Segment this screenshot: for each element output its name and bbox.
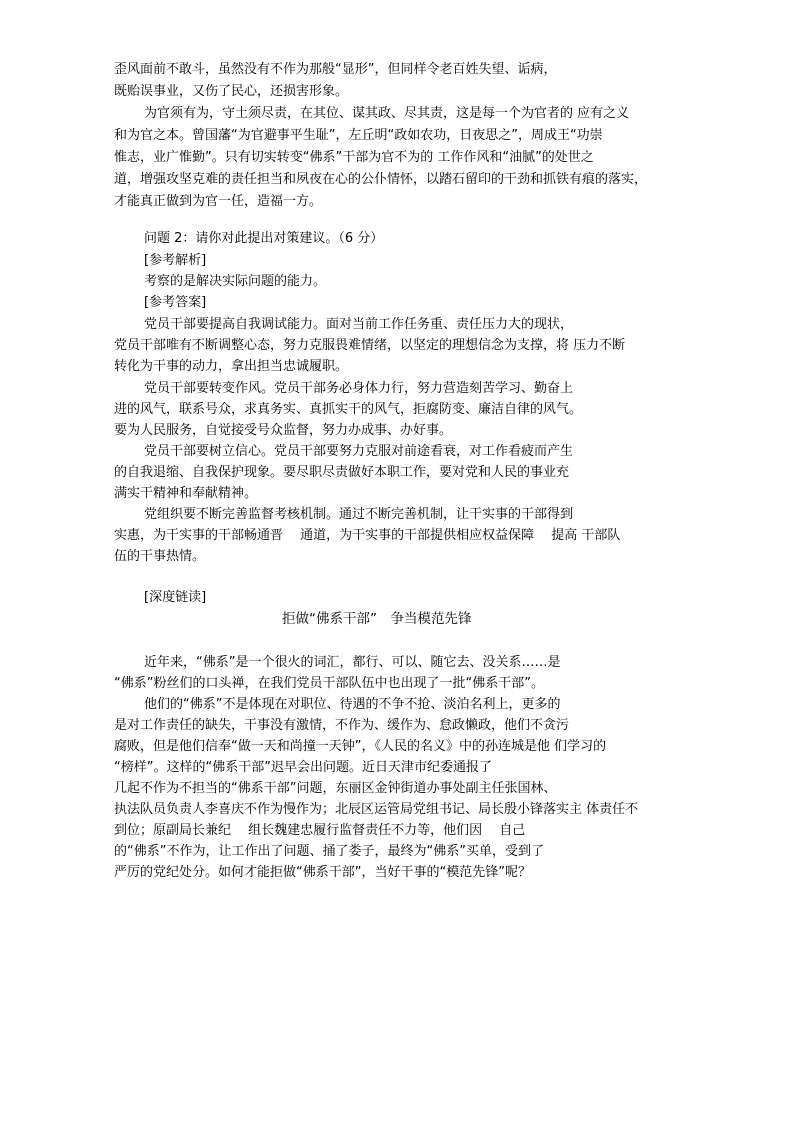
deep-reading-label: [深度链读] bbox=[144, 590, 207, 605]
answer-line: 转化为干事的动力，拿出担当忠诚履职。 bbox=[114, 359, 349, 374]
article-line: 的“佛系”不作为，让工作出了问题、捅了娄子，最终为“佛系”买单，受到了 bbox=[114, 844, 544, 859]
article-line: 执法队员负责人李喜庆不作为慢作为；北辰区运管局党组书记、局长殷小锋落实主 体责任不 bbox=[114, 802, 639, 817]
article-line: “佛系”粉丝们的口头禅，在我们党员干部队伍中也出现了一批“佛系干部”。 bbox=[114, 676, 544, 691]
answer-line: 党组织要不断完善监督考核机制。通过不断完善机制，让干实事的干部得到 bbox=[144, 507, 574, 522]
paragraph-line: 才能真正做到为官一任，造福一方。 bbox=[114, 194, 323, 209]
paragraph-line: 既贻误事业，又伤了民心，还损害形象。 bbox=[114, 84, 349, 99]
article-line: 腐败，但是他们信奉“做一天和尚撞一天钟”，《人民的名义》中的孙连城是他 们学习的 bbox=[114, 739, 607, 754]
paragraph-line: 歪风面前不敢斗，虽然没有不作为那般“显形”，但同样令老百姓失望、诟病， bbox=[114, 62, 557, 77]
analysis-label: [参考解析] bbox=[144, 253, 207, 268]
article-line: 几起不作为不担当的“佛系干部”问题，东丽区金钟街道办事处副主任张国林、 bbox=[114, 781, 557, 796]
answer-label: [参考答案] bbox=[144, 295, 207, 310]
answer-line: 党员干部要树立信心。党员干部要努力克服对前途看衰，对工作看疲而产生 bbox=[144, 444, 574, 459]
question-text: 问题 2：请你对此提出对策建议。（6 分） bbox=[144, 231, 384, 246]
paragraph-line: 为官须有为，守土须尽责，在其位、谋其政、尽其责，这是每一个为官者的 应有之义 bbox=[144, 106, 630, 121]
answer-line: 实惠，为干实事的干部畅通晋 通道，为干实事的干部提供相应权益保障 提高 干部队 bbox=[114, 528, 621, 543]
article-line: 到位；原副局长兼纪 组长魏建忠履行监督责任不力等，他们因 自己 bbox=[114, 823, 526, 838]
answer-line: 党员干部唯有不断调整心态，努力克服畏难情绪，以坚定的理想信念为支撑，将 压力不断 bbox=[114, 338, 626, 353]
article-line: 他们的“佛系”不是体现在对职位、待遇的不争不抢、淡泊名利上，更多的 bbox=[144, 697, 561, 712]
answer-line: 进的风气，联系号众，求真务实、真抓实干的风气，拒腐防变、廉洁自律的风气。 bbox=[114, 402, 583, 417]
answer-line: 的自我退缩、自我保护现象。要尽职尽责做好本职工作，要对党和人民的事业充 bbox=[114, 465, 570, 480]
article-line: 近年来，“佛系”是一个很火的词汇，都行、可以、随它去、没关系……是 bbox=[144, 655, 561, 670]
answer-line: 党员干部要提高自我调试能力。面对当前工作任务重、责任压力大的现状， bbox=[144, 317, 574, 332]
paragraph-line: 惟志，业广惟勤”。只有切实转变“佛系”干部为官不为的 工作作风和“油腻”的处世之 bbox=[114, 150, 594, 165]
analysis-text: 考察的是解决实际问题的能力。 bbox=[144, 274, 327, 289]
article-line: 严厉的党纪处分。如何才能拒做“佛系干部”，当好干事的“模范先锋”呢？ bbox=[114, 865, 531, 880]
answer-line: 党员干部要转变作风。党员干部务必身体力行，努力营造刻苦学习、勤奋上 bbox=[144, 381, 574, 396]
answer-line: 满实干精神和奉献精神。 bbox=[114, 486, 258, 501]
article-line: “榜样”。这样的“佛系干部”迟早会出问题。近日天津市纪委通报了 bbox=[114, 760, 492, 775]
answer-line: 要为人民服务，自觉接受号众监督，努力办成事、办好事。 bbox=[114, 423, 453, 438]
article-title: 拒做“佛系干部” 争当模范先锋 bbox=[282, 611, 472, 627]
paragraph-line: 道，增强攻坚克难的责任担当和夙夜在心的公仆情怀，以踏石留印的干劲和抓铁有痕的落实， bbox=[114, 172, 648, 187]
article-line: 是对工作责任的缺失，干事没有激情，不作为、缓作为、怠政懒政，他们不贪污 bbox=[114, 718, 570, 733]
paragraph-line: 和为官之本。曾国藩“为官避事平生耻”，左丘明“政如农功，日夜思之”，周成王“功崇 bbox=[114, 128, 603, 143]
answer-line: 伍的干事热情。 bbox=[114, 549, 206, 564]
